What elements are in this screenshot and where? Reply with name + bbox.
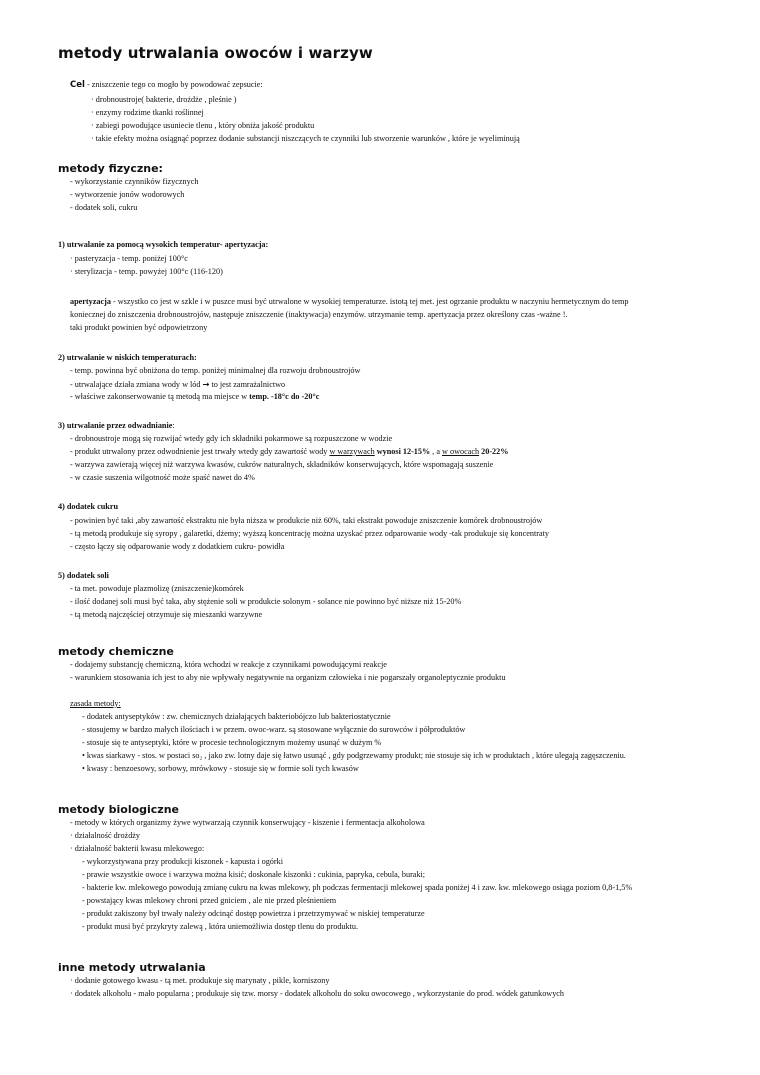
item-text: - właściwe zakonserwowanie tą metodą ma miejsce w (70, 392, 250, 401)
heading-colon: : (172, 421, 175, 430)
list-item: · działalność drożdży (70, 831, 141, 840)
heading-text: 3) utrwalanie przez odwadnianie (58, 421, 173, 430)
cel-text: - zniszczenie tego co mogło by powodować zepsucie: (84, 80, 263, 89)
list-item: · działalność bakterii kwasu mlekowego: (70, 844, 205, 853)
item-underlined-text: w owocach (442, 447, 480, 456)
list-item: • kwasy : benzoesowy, sorbowy, mrówkowy - stosuje się w formie soli tych kwasów (82, 764, 359, 773)
arrow-right-icon: → (202, 379, 210, 389)
cel-line (70, 80, 263, 90)
cel-item: · enzymy rodzime tkanki roślinnej (91, 108, 204, 117)
zasada-label: zasada metody: (70, 699, 121, 708)
list-item: - w czasie suszenia wilgotność może spaść nawet do 4% (70, 473, 255, 482)
page-title: metody utrwalania owoców i warzyw (58, 44, 373, 62)
item-text: - produkt utrwalony przez odwodnienie jest trwały wtedy gdy zawartość wody (70, 447, 330, 456)
list-item: - drobnoustroje mogą się rozwijać wtedy gdy ich składniki pokarmowe są rozpuszczone w wodzie (70, 434, 393, 443)
list-item: - dodajemy substancję chemiczną, która wchodzi w reakcje z czynnikami powodującymi reakcje (70, 660, 387, 669)
list-item: · dodatek alkoholu - mało popularna ; produkuje się tzw. morsy - dodatek alkoholu do soku owocowego , wykorzystanie do prod. wódek gatunkowych (70, 989, 565, 998)
list-item (70, 379, 285, 390)
list-item: - warunkiem stosowania ich jest to aby nie wpływały negatywnie na organizm człowieka i nie pogarszały organoleptycznie produktu (70, 673, 506, 682)
section-heading-chemiczne: metody chemiczne (58, 645, 174, 658)
list-item: - prawie wszystkie owoce i warzywa można kisić; doskonałe kiszonki : cukinia, papryka, cebula, buraki; (82, 870, 426, 879)
list-item: - dodatek soli, cukru (70, 203, 138, 212)
item-bold-text: 20-22% (479, 447, 509, 456)
apertyzacja-line-3: taki produkt powinien być odpowietrzony (70, 323, 208, 332)
list-item: - wytworzenie jonów wodorowych (70, 190, 185, 199)
apertyzacja-line-1 (70, 297, 628, 307)
subsection-heading-2: 2) utrwalanie w niskich temperaturach: (58, 353, 197, 362)
cel-item: · drobnoustroje( bakterie, drożdże , pleśnie ) (91, 95, 237, 104)
list-item: - powstający kwas mlekowy chroni przed gniciem , ale nie przed pleśnieniem (82, 896, 337, 905)
apertyzacja-text: - wszystko co jest w szkle i w puszce musi być utrwalone w wysokiej temperaturze. istotą tej met. jest ogrzanie produktu w naczyniu hermetycznym do temp (110, 297, 629, 306)
list-item: · pasteryzacja - temp. poniżej 100°c (70, 254, 188, 263)
section-heading-inne: inne metody utrwalania (58, 961, 206, 974)
subsection-heading-5: 5) dodatek soli (58, 571, 109, 580)
list-item: - metody w których organizmy żywe wytwarzają czynnik konserwujący - kiszenie i fermentacja alkoholowa (70, 818, 425, 827)
list-item: - stosujemy w bardzo małych ilościach i w przem. owoc-warz. są stosowane wyłącznie do surowców i półproduktów (82, 725, 466, 734)
list-item: - warzywa zawierają więcej niż warzywa kwasów, cukrów naturalnych, składników konserwujących, które wspomagają suszenie (70, 460, 494, 469)
list-item: - tą metodą najczęściej otrzymuje się mieszanki warzywne (70, 610, 263, 619)
list-item (70, 392, 319, 402)
list-item: - bakterie kw. mlekowego powodują zmianę cukru na kwas mlekowy, ph podczas fermentacji mlekowej spada poniżej 4 i zaw. kw. mlekowego osiąga poziom 0,8-1,5% (82, 883, 633, 892)
list-item: • kwas siarkawy - stos. w postaci so₂ , jako zw. lotny daje się łatwo usunąć , gdy podgrzewamy produkt; nie stosuje się ich w produktach , które ulegają zagęszczeniu. (82, 751, 626, 760)
list-item: - ta met. powoduje plazmolizę (zniszczenie)komórek (70, 584, 244, 593)
apertyzacja-line-2: koniecznej do zniszczenia drobnoustrojów, następuje zniszczenie (inaktywacja) enzymów. utrzymanie temp. apertyzacja przez określony czas -ważne !. (70, 310, 568, 319)
list-item: - powinien być taki ,aby zawartość ekstraktu nie była niższa w produkcie niż 60%, taki ekstrakt powoduje zniszczenie komórek drobnoustrojów (70, 516, 543, 525)
list-item: - wykorzystywana przy produkcji kiszonek - kapusta i ogórki (82, 857, 283, 866)
item-underlined-text: w warzywach (329, 447, 375, 456)
subsection-heading-4: 4) dodatek cukru (58, 502, 119, 511)
list-item: · dodanie gotowego kwasu - tą met. produkuje się marynaty , pikle, korniszony (70, 976, 330, 985)
subsection-heading-3 (58, 421, 175, 431)
list-item: - produkt zakiszony był trwały należy odcinąć dostęp powietrza i przetrzymywać w niskiej temperaturze (82, 909, 425, 918)
list-item: - produkt musi być przykryty zalewą , która uniemożliwia dostęp tlenu do produktu. (82, 922, 359, 931)
list-item: - dodatek antyseptyków : zw. chemicznych działających bakteriobójczo lub bakteriostatycznie (82, 712, 391, 721)
item-bold-text: wynosi 12-15% (374, 447, 431, 456)
list-item: - wykorzystanie czynników fizycznych (70, 177, 199, 186)
apertyzacja-label: apertyzacja (70, 297, 111, 306)
list-item: - temp. powinna być obniżona do temp. poniżej minimalnej dla rozwoju drobnoustrojów (70, 366, 361, 375)
item-text: to jest zamrażalnictwo (209, 380, 286, 389)
list-item (70, 447, 508, 457)
item-bold-text: temp. -18°c do -20°c (249, 392, 320, 401)
item-text: - utrwalające działa zmiana wody w lód (70, 380, 203, 389)
section-heading-fizyczne: metody fizyczne: (58, 162, 163, 175)
section-heading-biologiczne: metody biologiczne (58, 803, 179, 816)
list-item: - stosuje się te antyseptyki, które w procesie technologicznym możemy usunąć w dużym % (82, 738, 382, 747)
item-text: , a (430, 447, 443, 456)
list-item: - często łączy się odparowanie wody z dodatkiem cukru- powidła (70, 542, 285, 551)
subsection-heading-1: 1) utrwalanie za pomocą wysokich temperatur- apertyzacja: (58, 240, 269, 249)
list-item: - ilość dodanej soli musi być taka, aby stężenie soli w produkcie solonym - solance nie powinno być niższe niż 15-20% (70, 597, 462, 606)
cel-label: Cel (70, 80, 85, 90)
cel-item: · zabiegi powodujące usuniecie tlenu , który obniża jakość produktu (91, 121, 315, 130)
list-item: - tą metodą produkuje się syropy , galaretki, dżemy; wyższą koncentrację można uzyskać przez odparowanie wody -tak produkuje się koncentraty (70, 529, 550, 538)
list-item: · sterylizacja - temp. powyżej 100°c (116-120) (70, 267, 223, 276)
cel-item: · takie efekty można osiągnąć poprzez dodanie substancji niszczących te czynniki lub stworzenie warunków , które je wyeliminują (91, 134, 520, 143)
